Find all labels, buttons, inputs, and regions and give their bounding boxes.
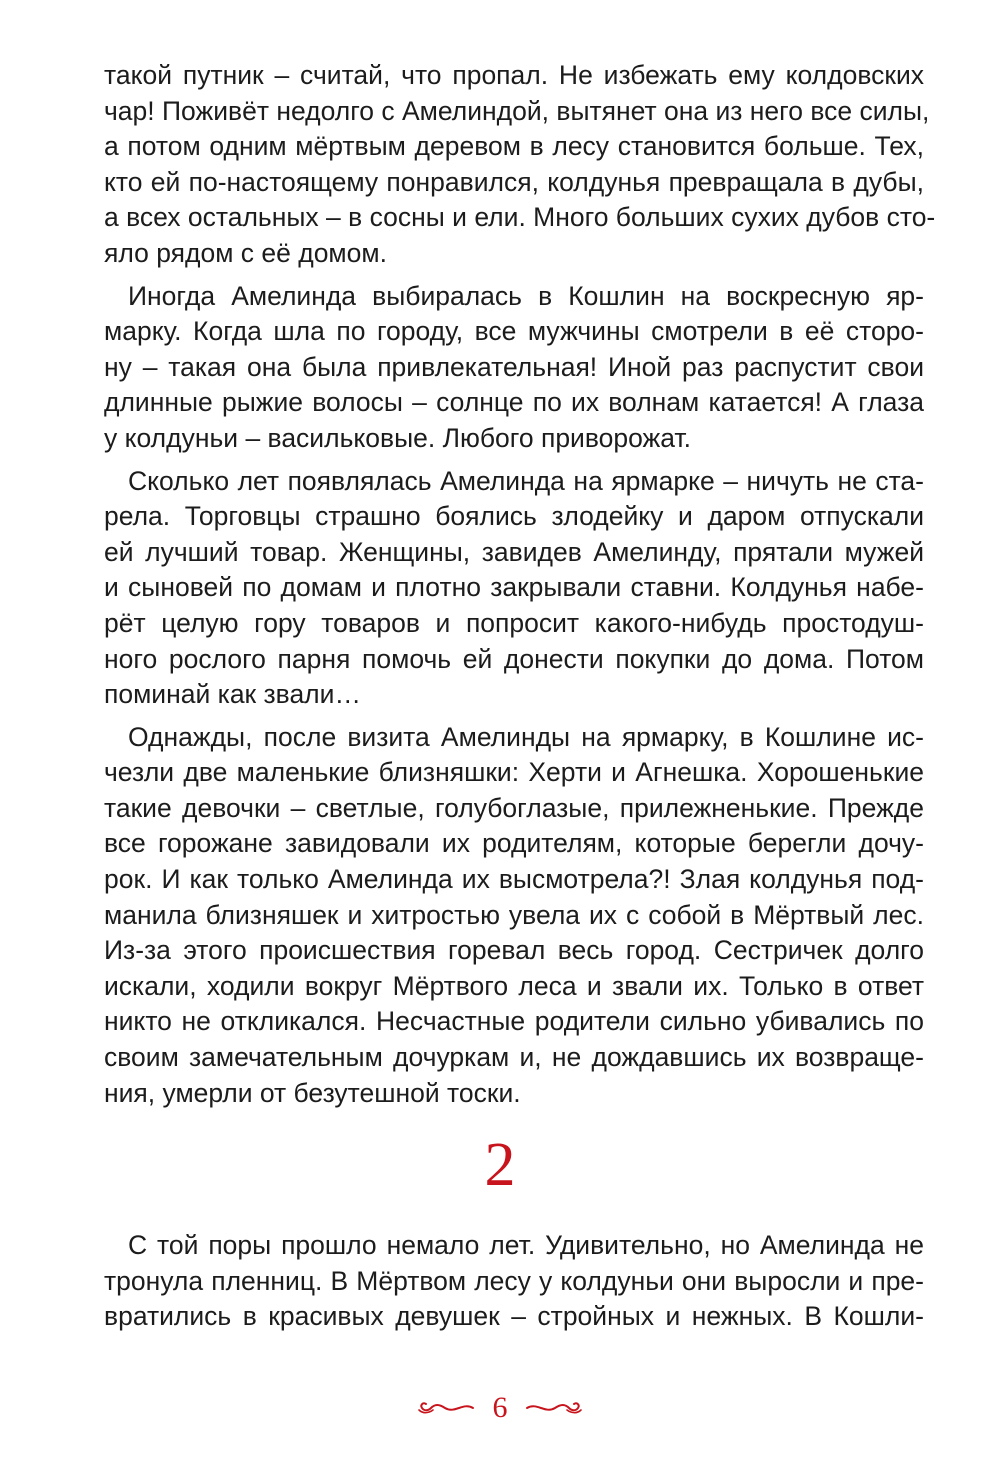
text-line: рок. И как только Амелинда их высмотрела?! Злая колдунья под- [104,864,924,895]
text-line: тронула пленниц. В Мёртвом лесу у колдуньи они выросли и пре- [104,1265,924,1296]
text-line: а потом одним мёртвым деревом в лесу становится больше. Тех, [104,131,924,162]
text-line: вратились в красивых девушек – стройных и нежных. В Кошли- [104,1301,924,1332]
paragraph-4 [104,720,924,1112]
left-flourish-icon [415,1398,475,1418]
text-line: такие девочки – светлые, голубоглазые, прилежненькие. Прежде [104,792,924,823]
text-line: а всех остальных – в сосны и ели. Много больших сухих дубов сто- [104,202,936,233]
text-line: С той поры прошло немало лет. Удивительно, но Амелинда не [128,1230,924,1260]
text-line: Иногда Амелинда выбиралась в Кошлин на воскресную яр- [128,280,924,311]
paragraph-2 [104,279,924,457]
text-line: чар! Поживёт недолго с Амелиндой, вытянет она из него все силы, [104,95,930,126]
text-line: Из-за этого происшествия горевал весь город. Сестричек долго [104,935,924,966]
text-line: никто не откликался. Несчастные родители сильно убивались по [104,1006,924,1037]
text-line: у колдуньи – васильковые. Любого приворожат. [104,422,691,453]
chapter-number: 2 [484,1131,516,1199]
text-line: рела. Торговцы страшно боялись злодейку и даром отпускали [104,501,924,532]
right-flourish-icon [525,1398,585,1418]
paragraph-1 [104,58,936,272]
paragraph-5 [104,1228,924,1335]
text-line: кто ей по-настоящему понравился, колдунья превращала в дубы, [104,166,924,197]
text-line: ного рослого парня помочь ей донести покупки до дома. Потом [104,643,924,674]
text-line: Однажды, после визита Амелинды на ярмарку, в Кошлине ис- [128,721,924,752]
text-line: Сколько лет появлялась Амелинда на ярмарке – ничуть не ста- [128,465,924,496]
text-line: яло рядом с её домом. [104,237,387,268]
text-line: рёт целую гору товаров и попросит какого-нибудь простодуш- [104,607,924,638]
text-line: чезли две маленькие близняшки: Херти и Агнешка. Хорошенькие [104,757,924,788]
text-line: поминай как звали… [104,679,361,710]
text-line: и сыновей по домам и плотно закрывали ставни. Колдунья набе- [104,572,924,603]
text-line: искали, ходили вокруг Мёртвого леса и звали их. Только в ответ [104,970,924,1001]
text-line: ния, умерли от безутешной тоски. [104,1077,521,1108]
page-footer [0,1388,1000,1426]
text-block [104,58,936,1111]
text-line: ну – такая она была привлекательная! Иной раз распустит свои [104,351,924,382]
text-line: своим замечательным дочуркам и, не дождавшись их возвраще- [104,1042,924,1073]
text-line: манила близняшек и хитростью увела их с собой в Мёртвый лес. [104,899,924,930]
page-number: 6 [492,1391,508,1425]
paragraph-3 [104,464,924,713]
text-line: все горожане завидовали их родителям, которые берегли дочу- [104,828,924,859]
text-line: марку. Когда шла по городу, все мужчины смотрели в её сторо- [104,316,924,347]
chapter-two-text [104,1228,924,1335]
text-line: ей лучший товар. Женщины, завидев Амелинду, прятали мужей [104,536,924,567]
text-line: длинные рыжие волосы – солнце по их волнам катается! А глаза [104,387,924,418]
text-line: такой путник – считай, что пропал. Не избежать ему колдовских [104,60,924,90]
